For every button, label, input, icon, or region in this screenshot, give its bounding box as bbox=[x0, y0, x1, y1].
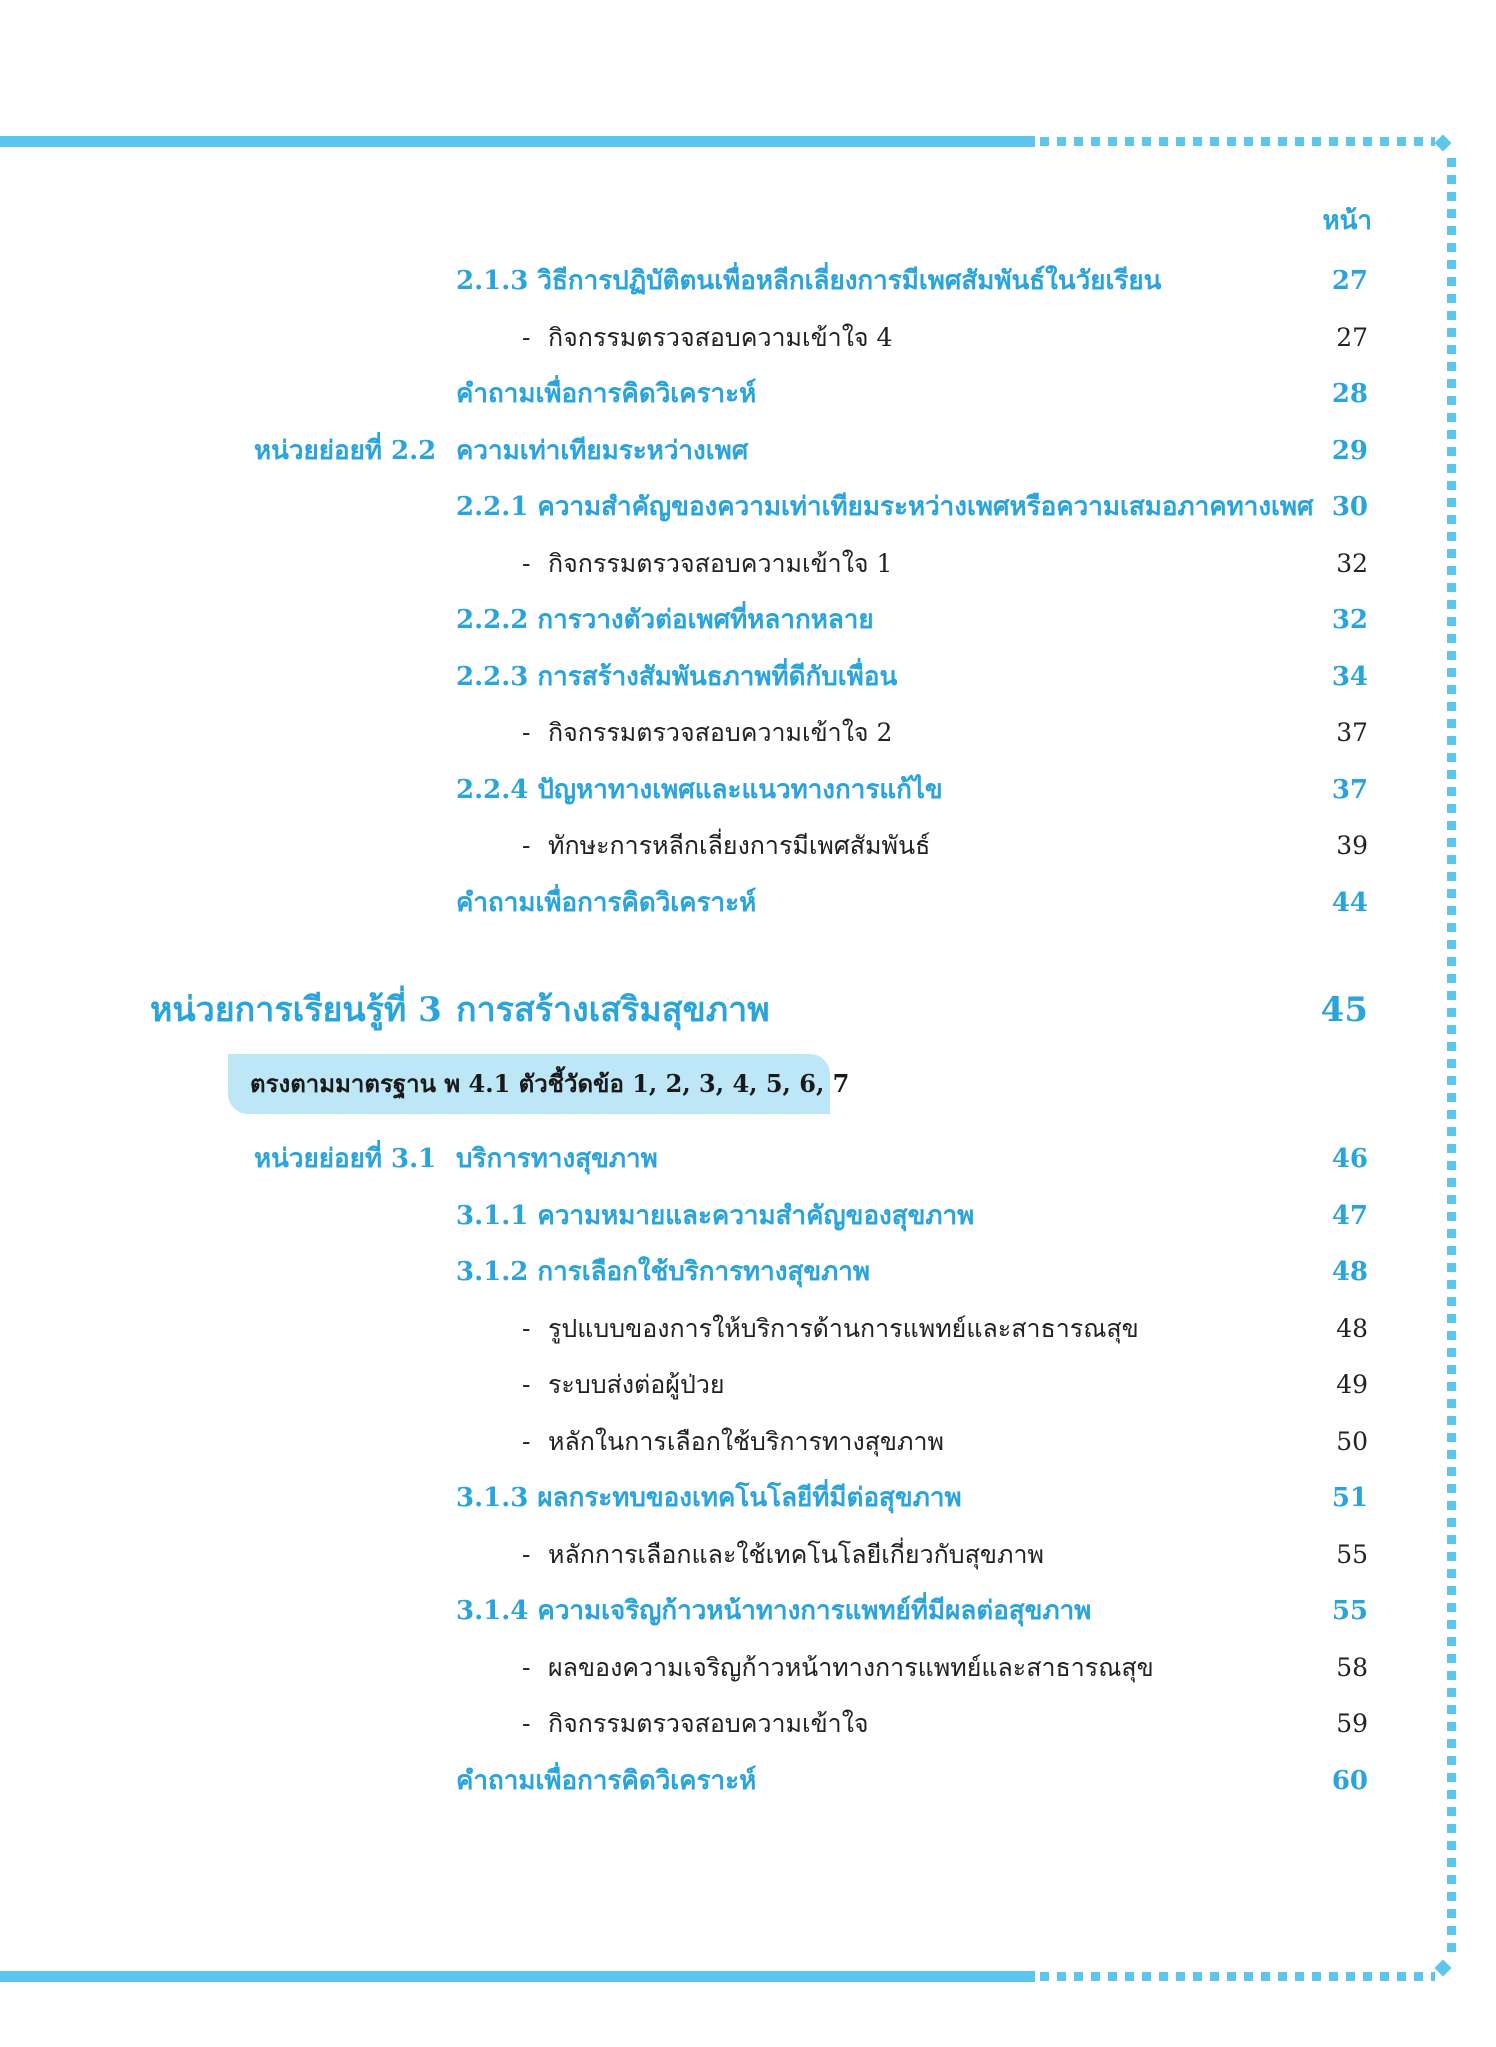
toc-entry[interactable] bbox=[0, 1422, 1496, 1462]
toc-entry-page: 48 bbox=[1331, 1257, 1368, 1287]
toc-entry-title: 3.1.4 ความเจริญก้าวหน้าทางการแพทย์ที่มีผลต่อสุขภาพ bbox=[456, 1596, 1092, 1626]
toc-bullet-dash: - bbox=[522, 1539, 531, 1569]
toc-entry[interactable] bbox=[0, 826, 1496, 866]
toc-entry-page: 50 bbox=[1336, 1426, 1368, 1456]
toc-entry[interactable] bbox=[0, 1139, 1496, 1179]
toc-entry[interactable] bbox=[0, 318, 1496, 358]
toc-entry-title: 3.1.1 ความหมายและความสำคัญของสุขภาพ bbox=[456, 1200, 975, 1231]
frame-top-bar bbox=[0, 136, 1035, 147]
toc-entry-title: ผลของความเจริญก้าวหน้าทางการแพทย์และสาธารณสุข bbox=[548, 1652, 1154, 1682]
toc-entry-title: 2.2.2 การวางตัวต่อเพศที่หลากหลาย bbox=[456, 605, 874, 635]
toc-bullet-dash: - bbox=[522, 1370, 531, 1399]
toc-entry-title: คำถามเพื่อการคิดวิเคราะห์ bbox=[456, 1765, 757, 1796]
toc-entry-title: ความเท่าเทียมระหว่างเพศ bbox=[456, 435, 749, 466]
toc-entry[interactable] bbox=[0, 1252, 1496, 1292]
toc-entry-title: 2.2.3 การสร้างสัมพันธภาพที่ดีกับเพื่อน bbox=[456, 661, 898, 692]
toc-bullet-dash: - bbox=[522, 1652, 531, 1682]
chapter-label: หน่วยการเรียนรู้ที่ 3 bbox=[150, 990, 442, 1030]
toc-entry-title: คำถามเพื่อการคิดวิเคราะห์ bbox=[456, 887, 757, 918]
toc-entry[interactable] bbox=[0, 883, 1496, 923]
toc-entry[interactable] bbox=[0, 487, 1496, 527]
toc-entry-page: 27 bbox=[1336, 322, 1368, 352]
toc-entry-title: 3.1.2 การเลือกใช้บริการทางสุขภาพ bbox=[456, 1257, 870, 1287]
toc-entry[interactable] bbox=[0, 657, 1496, 697]
toc-entry-page: 48 bbox=[1336, 1313, 1368, 1343]
toc-entry-page: 60 bbox=[1331, 1765, 1368, 1796]
toc-entry-page: 44 bbox=[1331, 887, 1368, 918]
toc-entry-page: 29 bbox=[1331, 435, 1368, 466]
toc-entry-page: 37 bbox=[1331, 774, 1368, 805]
toc-entry[interactable] bbox=[0, 1535, 1496, 1575]
chapter-heading[interactable] bbox=[0, 985, 1496, 1035]
toc-entry[interactable] bbox=[0, 713, 1496, 753]
chapter-page: 45 bbox=[1320, 990, 1368, 1030]
toc-entry[interactable] bbox=[0, 1309, 1496, 1349]
toc-entry[interactable] bbox=[0, 544, 1496, 584]
toc-entry[interactable] bbox=[0, 1648, 1496, 1688]
toc-entry[interactable] bbox=[0, 1591, 1496, 1631]
toc-entry-page: 30 bbox=[1331, 492, 1368, 522]
toc-entry-page: 32 bbox=[1336, 548, 1368, 578]
toc-entry-page: 51 bbox=[1331, 1483, 1368, 1513]
toc-entry-title: หลักในการเลือกใช้บริการทางสุขภาพ bbox=[548, 1426, 944, 1456]
standard-badge: ตรงตามมาตรฐาน พ 4.1 ตัวชี้วัดข้อ 1, 2, 3, 4, 5, 6, 7 bbox=[228, 1054, 830, 1114]
toc-entry-page: 55 bbox=[1331, 1596, 1368, 1626]
toc-bullet-dash: - bbox=[522, 548, 531, 578]
toc-entry[interactable] bbox=[0, 374, 1496, 414]
toc-entry-page: 28 bbox=[1331, 379, 1368, 409]
toc-entry-page: 46 bbox=[1331, 1144, 1368, 1174]
toc-entry-title: กิจกรรมตรวจสอบความเข้าใจ 4 bbox=[548, 322, 893, 352]
toc-entry[interactable] bbox=[0, 1761, 1496, 1801]
toc-entry[interactable] bbox=[0, 600, 1496, 640]
toc-entry-page: 37 bbox=[1336, 718, 1368, 747]
toc-entry-page: 39 bbox=[1336, 831, 1368, 860]
page-column-label: หน้า bbox=[1322, 206, 1372, 236]
toc-entry-page: 47 bbox=[1331, 1200, 1368, 1231]
frame-bottom-dotted bbox=[1040, 1972, 1435, 1981]
toc-entry-page: 59 bbox=[1336, 1709, 1368, 1738]
toc-entry-title: บริการทางสุขภาพ bbox=[456, 1144, 658, 1174]
toc-entry[interactable] bbox=[0, 1365, 1496, 1405]
toc-entry-title: 2.1.3 วิธีการปฏิบัติตนเพื่อหลีกเลี่ยงการมีเพศสัมพันธ์ในวัยเรียน bbox=[456, 266, 1162, 296]
toc-entry-title: 2.2.4 ปัญหาทางเพศและแนวทางการแก้ไข bbox=[456, 774, 943, 805]
chapter-title: การสร้างเสริมสุขภาพ bbox=[456, 990, 770, 1030]
toc-entry[interactable] bbox=[0, 431, 1496, 471]
toc-entry-page: 49 bbox=[1336, 1370, 1368, 1399]
frame-right-dotted bbox=[1447, 158, 1456, 1958]
toc-entry-title: 3.1.3 ผลกระทบของเทคโนโลยีที่มีต่อสุขภาพ bbox=[456, 1483, 962, 1513]
toc-bullet-dash: - bbox=[522, 1426, 531, 1456]
toc-entry-page: 55 bbox=[1336, 1539, 1368, 1569]
toc-entry-title: หลักการเลือกและใช้เทคโนโลยีเกี่ยวกับสุขภาพ bbox=[548, 1539, 1044, 1569]
toc-entry-title: กิจกรรมตรวจสอบความเข้าใจ 1 bbox=[548, 548, 893, 578]
toc-entry-title: ระบบส่งต่อผู้ป่วย bbox=[548, 1370, 725, 1399]
toc-bullet-dash: - bbox=[522, 718, 531, 747]
frame-corner-top bbox=[1435, 135, 1452, 152]
toc-entry[interactable] bbox=[0, 770, 1496, 810]
toc-bullet-dash: - bbox=[522, 831, 531, 860]
toc-unit-label: หน่วยย่อยที่ 3.1 bbox=[254, 1144, 437, 1174]
toc-unit-label: หน่วยย่อยที่ 2.2 bbox=[254, 435, 437, 466]
frame-corner-bottom bbox=[1435, 1960, 1452, 1977]
toc-entry[interactable] bbox=[0, 1196, 1496, 1236]
toc-entry[interactable] bbox=[0, 1704, 1496, 1744]
frame-top-dotted bbox=[1040, 137, 1435, 146]
toc-entry-page: 34 bbox=[1331, 661, 1368, 692]
toc-bullet-dash: - bbox=[522, 322, 531, 352]
toc-bullet-dash: - bbox=[522, 1709, 531, 1738]
toc-entry-title: รูปแบบของการให้บริการด้านการแพทย์และสาธารณสุข bbox=[548, 1313, 1139, 1343]
toc-entry-page: 27 bbox=[1331, 266, 1368, 296]
toc-entry-title: กิจกรรมตรวจสอบความเข้าใจ 2 bbox=[548, 718, 893, 747]
toc-bullet-dash: - bbox=[522, 1313, 531, 1343]
toc-entry-title: คำถามเพื่อการคิดวิเคราะห์ bbox=[456, 379, 757, 409]
toc-entry-title: กิจกรรมตรวจสอบความเข้าใจ bbox=[548, 1709, 869, 1738]
toc-entry[interactable] bbox=[0, 261, 1496, 301]
toc-entry-page: 58 bbox=[1336, 1652, 1368, 1682]
toc-entry-title: ทักษะการหลีกเลี่ยงการมีเพศสัมพันธ์ bbox=[548, 831, 931, 860]
toc-entry-page: 32 bbox=[1331, 605, 1368, 635]
frame-bottom-bar bbox=[0, 1971, 1035, 1982]
toc-entry-title: 2.2.1 ความสำคัญของความเท่าเทียมระหว่างเพศหรือความเสมอภาคทางเพศ bbox=[456, 492, 1314, 522]
toc-entry[interactable] bbox=[0, 1478, 1496, 1518]
